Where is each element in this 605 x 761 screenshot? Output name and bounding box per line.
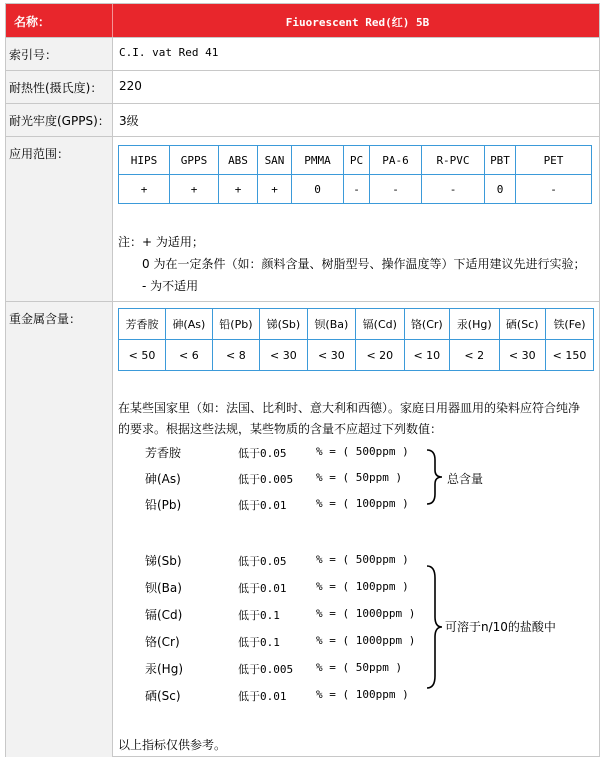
scope-header: GPPS [170,146,219,175]
limit-name: 钡(Ba) [145,581,182,595]
metal-header: 汞(Hg) [449,309,499,340]
limit-ppm: % = ( 100ppm ) [316,688,409,701]
scope-header: R-PVC [422,146,485,175]
metal-table [118,308,594,371]
metal-value: < 8 [212,340,259,371]
scope-header: PA-6 [370,146,422,175]
scope-header: HIPS [119,146,170,175]
metal-header: 镉(Cd) [355,309,404,340]
scope-value: - [344,175,370,204]
limit-ppm: % = ( 50ppm ) [316,661,403,674]
name-label: 名称： [14,15,51,29]
note-line: 注：+ 为适用； [118,235,204,249]
footer-note: 以上指标仅供参考。 [118,738,227,752]
product-name: Fiuorescent Red(红) 5B [285,16,430,29]
scope-value: + [219,175,258,204]
limit-name: 芳香胺 [145,446,182,460]
scope-value: - [370,175,422,204]
limit-ppm: % = ( 500ppm ) [316,553,409,566]
note-line: - 为不适用 [142,279,199,293]
scope-header: PBT [485,146,516,175]
limit-ppm: % = ( 1000ppm ) [316,607,416,620]
metal-header: 铁(Fe) [545,309,593,340]
metal-value: < 30 [260,340,308,371]
group-note-total: 总含量 [447,472,484,486]
scope-value: 0 [485,175,516,204]
metal-value: < 20 [355,340,404,371]
scope-value: + [119,175,170,204]
metal-header: 硒(Sc) [499,309,545,340]
metal-value: < 6 [165,340,212,371]
limit-value: 低于0.01 [238,499,287,512]
scope-value: - [422,175,485,204]
metal-value: < 2 [449,340,499,371]
metal-header-row [119,309,594,340]
note-line: 0 为在一定条件（如：颜料含量、树脂型号、操作温度等）下适用建议先进行实验； [142,257,586,271]
metal-header: 芳香胺 [119,309,166,340]
scope-table [118,145,592,204]
header-divider [112,4,113,37]
metal-value: < 10 [404,340,449,371]
group-note-soluble: 可溶于n/10的盐酸中 [445,620,556,634]
limit-name: 砷(As) [145,472,181,486]
scope-header: PC [344,146,370,175]
metal-value: < 30 [499,340,545,371]
limit-ppm: % = ( 500ppm ) [316,445,409,458]
metal-header: 锑(Sb) [260,309,308,340]
scope-value: + [170,175,219,204]
row-scope [6,136,599,302]
limit-value: 低于0.005 [238,663,294,676]
metal-header: 砷(As) [165,309,212,340]
light-label: 耐光牢度(GPPS)： [9,114,110,128]
limit-value: 低于0.1 [238,609,280,622]
brace-total [424,448,444,506]
row-index [6,37,599,71]
scope-value: - [516,175,592,204]
limit-value: 低于0.01 [238,582,287,595]
metal-header: 铬(Cr) [404,309,449,340]
limit-name: 汞(Hg) [145,662,184,676]
limit-value: 低于0.01 [238,690,287,703]
metal-header: 钡(Ba) [307,309,355,340]
scope-value: + [258,175,292,204]
scope-header: PET [516,146,592,175]
limit-ppm: % = ( 50ppm ) [316,471,403,484]
scope-label: 应用范围： [9,147,70,161]
heat-label: 耐热性(摄氏度)： [9,81,103,95]
scope-header-row [119,146,592,175]
limit-name: 铅(Pb) [145,498,182,512]
index-value: C.I. vat Red 41 [119,46,219,59]
header-row [6,4,599,37]
light-value: 3级 [119,114,139,128]
metal-value-row [119,340,594,371]
limit-value: 低于0.005 [238,473,294,486]
row-light [6,103,599,137]
heat-value: 220 [119,79,142,93]
metal-value: < 150 [545,340,593,371]
limit-ppm: % = ( 100ppm ) [316,497,409,510]
limit-name: 铬(Cr) [145,635,180,649]
limit-ppm: % = ( 100ppm ) [316,580,409,593]
scope-notes [118,231,585,297]
limit-value: 低于0.05 [238,555,287,568]
metal-value: < 50 [119,340,166,371]
limit-value: 低于0.1 [238,636,280,649]
scope-value: 0 [292,175,344,204]
limit-name: 镉(Cd) [145,608,183,622]
brace-soluble [424,564,444,690]
row-metals [6,301,599,757]
index-label: 索引号： [9,48,58,62]
product-spec-sheet [5,3,600,757]
limit-name: 硒(Sc) [145,689,181,703]
scope-header: SAN [258,146,292,175]
metal-value: < 30 [307,340,355,371]
scope-header: ABS [219,146,258,175]
scope-value-row [119,175,592,204]
limit-ppm: % = ( 1000ppm ) [316,634,416,647]
metals-label: 重金属含量： [9,312,82,326]
scope-header: PMMA [292,146,344,175]
limit-name: 锑(Sb) [145,554,182,568]
metal-regulation-paragraph: 在某些国家里（如：法国、比利时、意大利和西德）。家庭日用器皿用的染料应符合纯净的要求。根据这些法规，某些物质的含量不应超过下列数值： [118,401,581,436]
limit-value: 低于0.05 [238,447,287,460]
row-heat [6,70,599,104]
metal-header: 铅(Pb) [212,309,259,340]
